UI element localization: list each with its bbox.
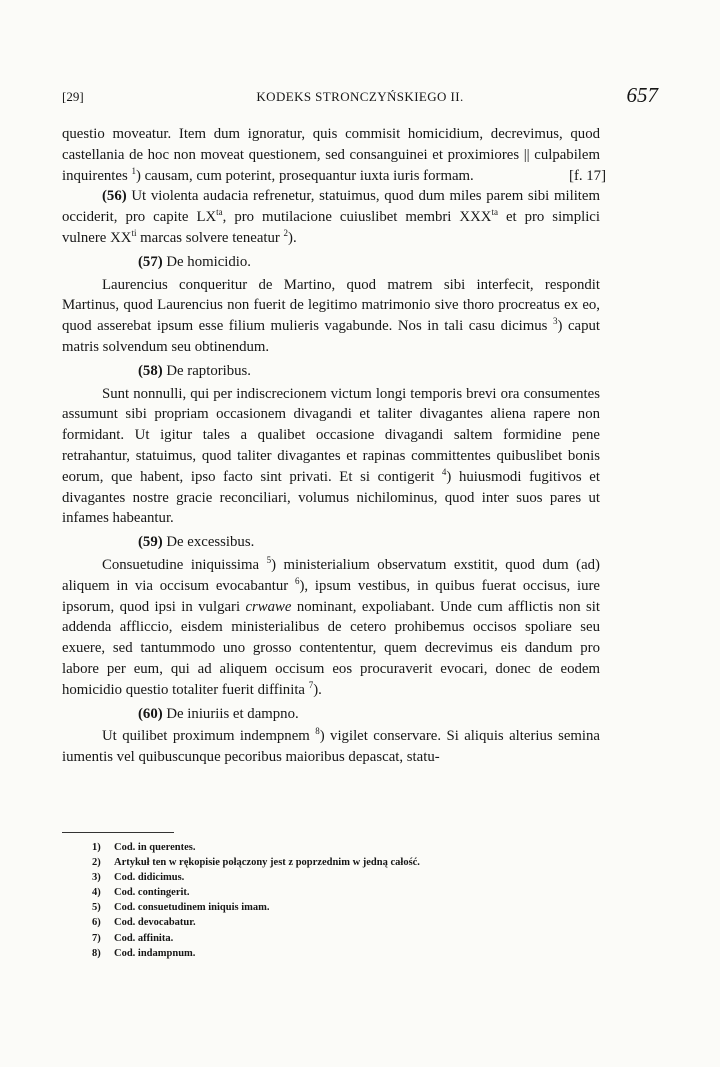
text: ). — [313, 681, 322, 698]
text: ). — [288, 229, 297, 246]
text: ), ipsum vestibus, in quibus fuerat occisus, iure ipsorum, quod ipsi in vulgari — [62, 577, 600, 615]
footnote — [92, 870, 592, 885]
footnote-number: 5) — [92, 902, 101, 914]
footnote-number: 7) — [92, 932, 101, 944]
heading-text: De homicidio. — [162, 253, 252, 270]
heading-text: De excessibus. — [162, 534, 255, 551]
footnote-ref: 5 — [266, 555, 272, 566]
footnote — [92, 915, 592, 930]
text: ) causam, cum poterint, prosequantur iuxta iuris formam. — [135, 167, 474, 184]
footnote-text: Cod. devocabatur. — [114, 917, 196, 929]
article-60-heading — [62, 701, 600, 727]
footnote-ref: 3 — [552, 316, 558, 327]
footnote-number: 8) — [92, 947, 101, 959]
footnote-ref: 6 — [294, 575, 300, 586]
footnote-ref: 1 — [131, 165, 136, 176]
footnote-text: Cod. didicimus. — [114, 872, 185, 884]
text: Ut quilibet proximum indempnem — [102, 728, 316, 745]
footnote-number: 6) — [92, 917, 101, 929]
main-text — [62, 124, 606, 768]
text: Consuetudine iniquissima — [102, 556, 267, 573]
footnote — [92, 855, 592, 870]
footnote-ref: 7 — [308, 679, 314, 690]
vernacular-term: crwawe — [245, 598, 292, 615]
footnote-ref: 4 — [441, 466, 447, 477]
text: Laurencius conqueritur de Martino, quod matrem sibi interfecit, respondit Martinus, quod Laurencius non fuerit de legitimo matrimonio sive thoro procreatus ex eo, quod asserebat ipsum esse filium mulieris vagabunde. Nos in tali casu dicimus — [62, 276, 600, 335]
text: ) huiusmodi fugitivos et divagantes nostre gracie reconciliari, volumus nichilominus, quod inter suos pares ut infames habeantur. — [62, 468, 600, 527]
footnote-number: 1) — [92, 842, 101, 853]
footnote-text: Cod. in querentes. — [114, 842, 196, 853]
footnote-ref: 2 — [283, 228, 289, 239]
footnote — [92, 931, 592, 946]
footnote — [92, 885, 592, 900]
footnote — [92, 840, 592, 855]
article-59-text — [62, 555, 600, 701]
superscript: ta — [491, 207, 498, 218]
running-title: KODEKS STRONCZYŃSKIEGO II. — [256, 89, 464, 104]
text: et pro simplici vulnere XX — [62, 209, 600, 246]
section-number: [29] — [62, 89, 84, 104]
superscript: ta — [216, 207, 223, 218]
text: nominant, expoliabant. Unde cum afflictis non sit addenda affliccio, eisdem ministerialibus de cetero prohibemus occisos spoliare seu exuere, sed tantummodo uno grosso contententur, quem decrevimus eis dandum pro labore per eum, qui ad aliquem occisum eos procuraverit evocari, donec de eodem homicidio questio totaliter fuerit diffinita — [62, 598, 601, 698]
page-number: 657 — [626, 83, 658, 107]
text: Sunt nonnulli, qui per indiscrecionem victum longi temporis brevi ora consumentes assumunt sibi propriam occasionem divagandi et taliter divagantes aliena rapere non formidant. Ut igitur tales a qualibet occasione divagandi saltem formidine pene retrahantur, statuimus, quod taliter divagantes et rapinas committentes quibuslibet bonis eorum, que habent, ipso facto sint privati. Et si contigerit — [62, 385, 600, 485]
footnote-divider — [62, 832, 174, 833]
heading-text: De raptoribus. — [162, 362, 252, 379]
text: Ut violenta audacia refrenetur, statuimus, quod dum miles parem sibi militem occiderit, pro capite LX — [62, 188, 600, 226]
footnote-number: 4) — [92, 887, 101, 899]
footnotes — [92, 840, 592, 961]
text: marcas solvere teneatur — [136, 229, 284, 246]
article-number: (59) — [138, 534, 163, 551]
running-header — [62, 83, 658, 109]
footnote-text: Cod. consuetudinem iniquis imam. — [114, 902, 270, 914]
footnote-text: Cod. indampnum. — [114, 947, 196, 959]
footnote-text: Artykuł ten w rękopisie połączony jest z poprzednim w jedną całość. — [114, 857, 420, 869]
article-number: (56) — [102, 188, 127, 205]
text: questio moveatur. Item dum ignoratur, quis commisit homicidium, decrevimus, quod castellania de hoc non moveat questionem, sed consanguinei et proximiores || culpabilem inquirentes — [62, 126, 600, 184]
text: ) caput matris solvendum seu obtinendum. — [62, 318, 600, 355]
footnote-text: Cod. contingerit. — [114, 887, 190, 899]
article-number: (58) — [138, 362, 163, 379]
paragraph-continuation — [62, 124, 606, 186]
folio-marker: [f. 17] — [569, 167, 606, 184]
article-number: (57) — [138, 253, 163, 270]
footnote — [92, 900, 592, 915]
footnote-number: 3) — [92, 872, 101, 884]
footnote-text: Cod. affinita. — [114, 932, 174, 944]
footnote-ref: 8 — [315, 726, 320, 737]
article-59-heading — [62, 529, 600, 555]
footnote-number: 2) — [92, 857, 101, 869]
text: ) vigilet conservare. Si aliquis alterius semina iumentis vel quibuscunque pecoribus maioribus depascat, statu- — [62, 728, 600, 766]
article-number: (60) — [138, 705, 163, 722]
superscript: ti — [131, 228, 137, 239]
article-58-text — [62, 384, 600, 530]
article-57-heading — [62, 249, 600, 275]
text: , pro mutilacione cuiuslibet membri XXX — [222, 209, 492, 226]
heading-text: De iniuriis et dampno. — [162, 705, 299, 722]
article-57-text — [62, 275, 600, 358]
text: ) ministerialium observatum exstitit, quod dum (ad) aliquem in via occisum evocabantur — [62, 556, 600, 594]
article-56 — [62, 186, 600, 248]
article-58-heading — [62, 358, 600, 384]
footnote — [92, 946, 592, 961]
article-60-text — [62, 726, 600, 768]
